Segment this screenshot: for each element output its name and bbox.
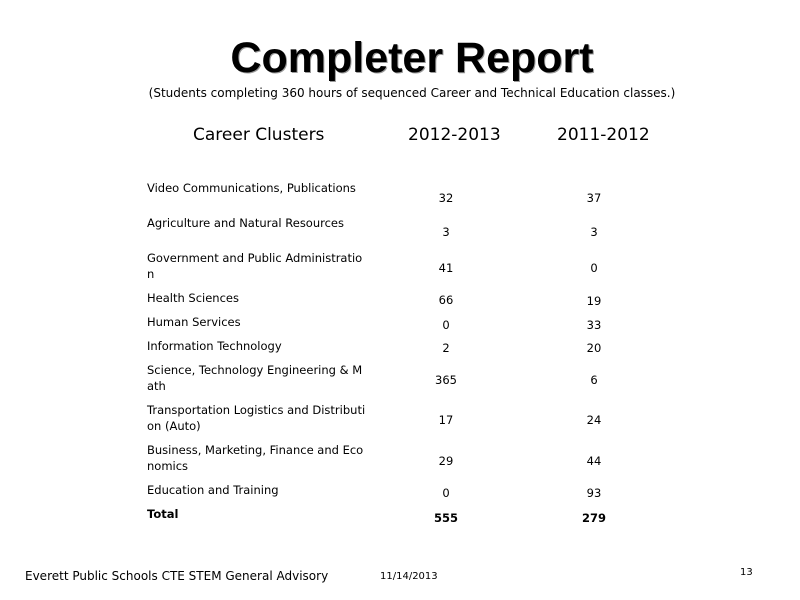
cluster-name: Business, Marketing, Finance and Economics	[147, 443, 364, 473]
value-2012-2013: 29	[438, 454, 454, 468]
value-2012-2013: 0	[442, 318, 450, 332]
value-2012-2013: 365	[435, 373, 457, 387]
total-2011-2012: 279	[581, 511, 606, 525]
cluster-name: Education and Training	[147, 483, 279, 497]
column-header-2012-2013: 2012-2013	[408, 125, 501, 145]
cluster-name: Human Services	[147, 315, 241, 329]
page-number: 13	[740, 567, 753, 578]
column-header-2011-2012: 2011-2012	[557, 125, 650, 145]
report-subtitle: (Students completing 360 hours of sequenced Career and Technical Education classes.)	[148, 86, 676, 100]
value-2012-2013: 41	[438, 261, 454, 275]
cluster-name: Transportation Logistics and Distribution (Auto)	[147, 403, 366, 433]
value-2011-2012: 93	[586, 486, 602, 500]
value-2011-2012: 19	[586, 294, 602, 308]
value-2011-2012: 0	[590, 261, 598, 275]
value-2011-2012: 3	[590, 225, 598, 239]
value-2012-2013: 17	[438, 413, 454, 427]
value-2012-2013: 2	[442, 341, 450, 355]
column-header-career-clusters: Career Clusters	[193, 125, 325, 145]
report-title: Completer Report	[230, 34, 594, 82]
cluster-name: Information Technology	[147, 339, 282, 353]
value-2011-2012: 37	[586, 191, 602, 205]
cluster-name: Agriculture and Natural Resources	[147, 216, 344, 230]
value-2012-2013: 32	[438, 191, 454, 205]
value-2012-2013: 0	[442, 486, 450, 500]
cluster-name: Government and Public Administration	[147, 251, 363, 281]
total-2012-2013: 555	[433, 511, 458, 525]
value-2011-2012: 44	[586, 454, 602, 468]
cluster-name: Health Sciences	[147, 291, 239, 305]
value-2012-2013: 66	[438, 293, 454, 307]
footer-date: 11/14/2013	[380, 571, 438, 582]
value-2011-2012: 33	[586, 318, 602, 332]
value-2011-2012: 6	[590, 373, 598, 387]
value-2011-2012: 20	[586, 341, 602, 355]
cluster-name: Video Communications, Publications	[147, 181, 356, 195]
total-label: Total	[147, 507, 179, 521]
value-2011-2012: 24	[586, 413, 602, 427]
cluster-name: Science, Technology Engineering & Math	[147, 363, 363, 393]
value-2012-2013: 3	[442, 225, 450, 239]
footer-organization: Everett Public Schools CTE STEM General Advisory	[25, 569, 329, 583]
